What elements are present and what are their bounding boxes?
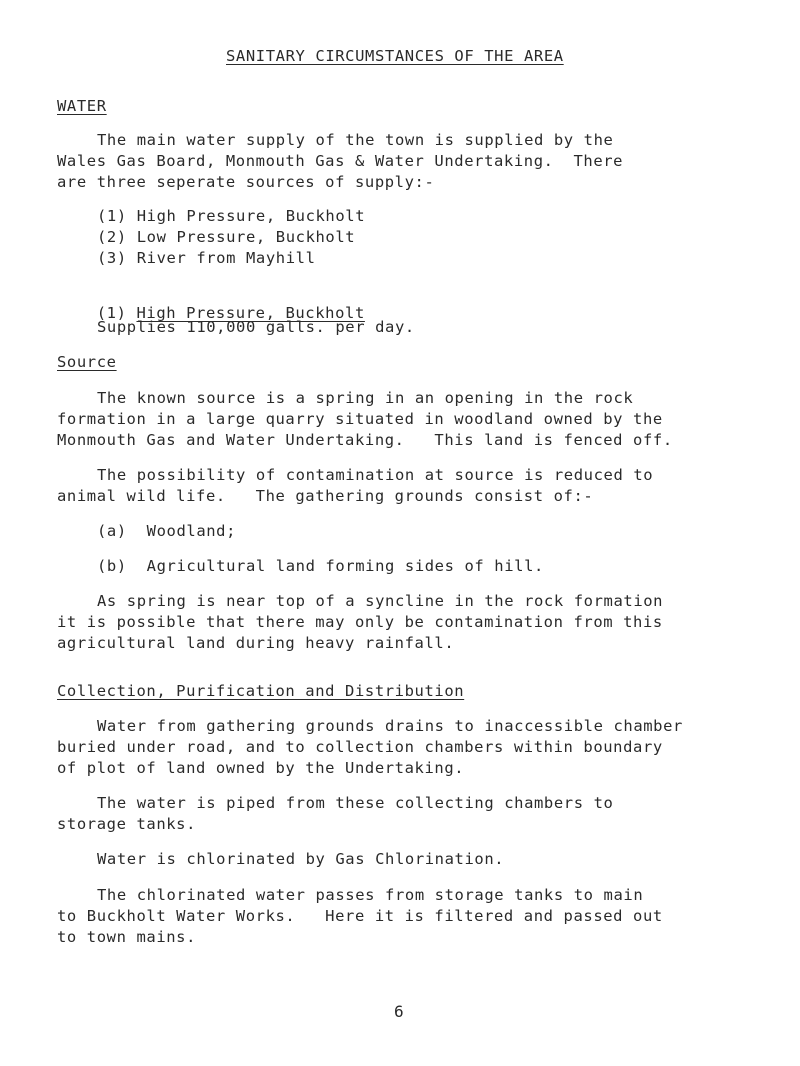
collection-heading: Collection, Purification and Distribution bbox=[57, 682, 465, 700]
text-line: animal wild life. The gathering grounds consist of:- bbox=[57, 487, 594, 505]
text-line: to town mains. bbox=[57, 928, 197, 946]
text-line: Wales Gas Board, Monmouth Gas & Water Undertaking. There bbox=[57, 152, 624, 170]
page-number: 6 bbox=[394, 1002, 405, 1021]
list-item: (b) Agricultural land forming sides of hill. bbox=[97, 557, 544, 575]
text-line: As spring is near top of a syncline in the rock formation bbox=[97, 592, 664, 610]
text-line: The known source is a spring in an opening in the rock bbox=[97, 389, 634, 407]
text-line: buried under road, and to collection chambers within boundary bbox=[57, 738, 663, 756]
text-line: The main water supply of the town is supplied by the bbox=[97, 131, 614, 149]
list-item: (a) Woodland; bbox=[97, 522, 237, 540]
collection-paragraph-3: Water is chlorinated by Gas Chlorination. bbox=[97, 850, 505, 868]
list-item: (1) High Pressure, Buckholt bbox=[97, 207, 366, 225]
page-title: SANITARY CIRCUMSTANCES OF THE AREA bbox=[226, 47, 564, 65]
text-line: The possibility of contamination at source is reduced to bbox=[97, 466, 654, 484]
supplies-line: Supplies 110,000 galls. per day. bbox=[97, 318, 415, 336]
subsection-title: High Pressure, Buckholt bbox=[136, 304, 365, 322]
text-line: Water from gathering grounds drains to inaccessible chamber bbox=[97, 717, 683, 735]
text-line: storage tanks. bbox=[57, 815, 197, 833]
text-line: The water is piped from these collecting chambers to bbox=[97, 794, 614, 812]
list-item: (2) Low Pressure, Buckholt bbox=[97, 228, 356, 246]
text-line: The chlorinated water passes from storage tanks to main bbox=[97, 886, 644, 904]
text-line: Monmouth Gas and Water Undertaking. This land is fenced off. bbox=[57, 431, 673, 449]
subsection-number: (1) bbox=[96, 304, 127, 322]
text-line: are three seperate sources of supply:- bbox=[57, 173, 435, 191]
section-heading-water: WATER bbox=[57, 97, 107, 115]
text-line: to Buckholt Water Works. Here it is filtered and passed out bbox=[57, 907, 663, 925]
text-line: agricultural land during heavy rainfall. bbox=[57, 634, 455, 652]
text-line: of plot of land owned by the Undertaking. bbox=[57, 759, 465, 777]
source-heading: Source bbox=[57, 353, 117, 371]
text-line: formation in a large quarry situated in woodland owned by the bbox=[57, 410, 663, 428]
text-line: it is possible that there may only be contamination from this bbox=[57, 613, 663, 631]
list-item: (3) River from Mayhill bbox=[97, 249, 316, 267]
